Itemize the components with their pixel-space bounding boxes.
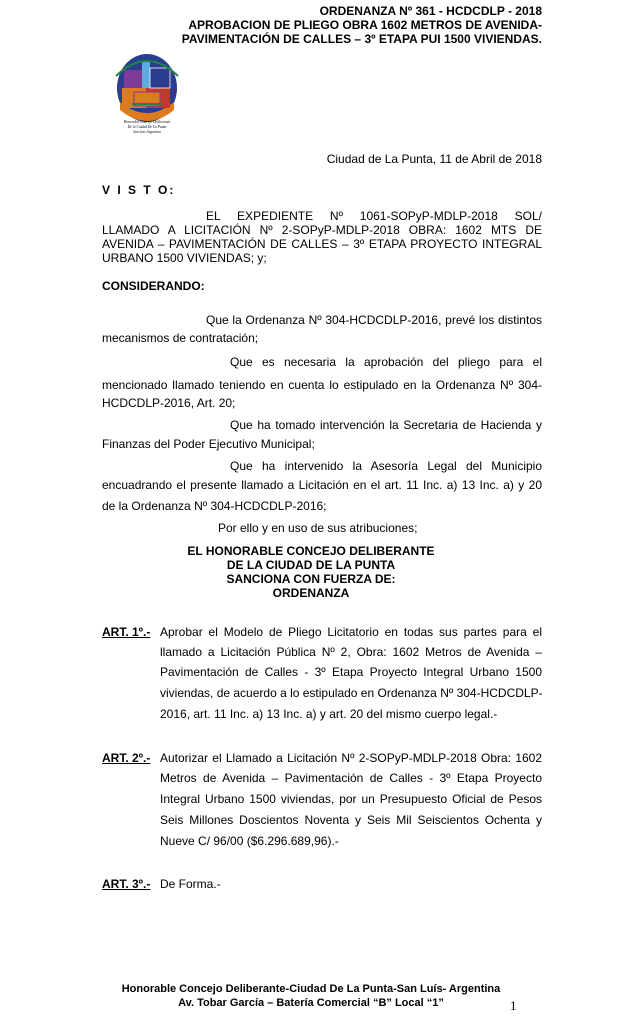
- resolution-line: SANCIONA CON FUERZA DE:: [226, 572, 396, 586]
- footer-line: Av. Tobar García – Batería Comercial “B” Local “1”: [178, 997, 444, 1009]
- article-1-line: 2016, art. 11 Inc. a) 13 Inc. a) y art. 20 del mismo cuerpo legal.-: [160, 707, 498, 721]
- ordinance-title-line-1: APROBACION DE PLIEGO OBRA 1602 METROS DE AVENIDA-: [188, 18, 542, 32]
- considerando-line: Que la Ordenanza Nº 304-HCDCDLP-2016, prevé los distintos: [206, 313, 542, 327]
- article-1-line: viviendas, de acuerdo a lo estipulado en Ordenanza Nº 304-HCDCDLP-: [160, 686, 543, 700]
- logo-caption: Honorable Concejo Deliberante De la Ciudad De La Punta San Luis Argentina: [123, 120, 171, 134]
- considerando-line: HCDCDLP-2016, Art. 20;: [102, 396, 236, 410]
- footer-line: Honorable Concejo Deliberante-Ciudad De La Punta-San Luís- Argentina: [121, 983, 501, 995]
- article-1-line: Aprobar el Modelo de Pliego Licitatorio en todas sus partes para el: [160, 625, 542, 639]
- article-1-line: llamado a Licitación Pública Nº 2, Obra: 1602 Metros de Avenida –: [160, 645, 542, 659]
- page-number: 1: [510, 998, 517, 1013]
- ordinance-title-line-2: PAVIMENTACIÓN DE CALLES – 3º ETAPA PUI 1500 VIVIENDAS.: [181, 32, 542, 46]
- visto-line: EL EXPEDIENTE Nº 1061-SOPyP-MDLP-2018 SOL/: [206, 209, 542, 223]
- considerando-line: Que ha intervenido la Asesoría Legal del Municipio: [230, 459, 542, 473]
- considerando-line: Que ha tomado intervención la Secretaria de Hacienda y: [230, 418, 542, 432]
- considerando-line: de la Ordenanza Nº 304-HCDCDLP-2016;: [102, 499, 327, 513]
- visto-line: AVENIDA – PAVIMENTACIÓN DE CALLES – 3º ETAPA PROYECTO INTEGRAL: [102, 237, 542, 251]
- resolution-line: DE LA CIUDAD DE LA PUNTA: [226, 558, 396, 572]
- considerando-heading: CONSIDERANDO:: [102, 279, 205, 293]
- considerando-line: mecanismos de contratación;: [102, 331, 259, 345]
- article-1-line: Pavimentación de Calles - 3º Etapa Proyecto Integral Urbano 1500: [160, 665, 542, 679]
- considerando-line: Finanzas del Poder Ejecutivo Municipal;: [102, 437, 315, 451]
- article-2-line: Integral Urbano 1500 viviendas, por un Presupuesto Oficial de Pesos: [160, 792, 542, 806]
- considerando-line: mencionado llamado teniendo en cuenta lo estipulado en la Ordenanza Nº 304-: [102, 378, 542, 392]
- article-2-label: ART. 2º.-: [102, 751, 151, 765]
- visto-heading: V I S T O:: [102, 183, 176, 197]
- document-header: [182, 4, 542, 46]
- article-2-line: Seis Millones Doscientos Noventa y Seis Mil Seiscientos Ochenta y: [160, 813, 542, 827]
- resolution-line: EL HONORABLE CONCEJO DELIBERANTE: [187, 544, 435, 558]
- resolution-line: ORDENANZA: [272, 586, 350, 600]
- article-1-label: ART. 1º.-: [102, 625, 151, 639]
- considerando-line: Por ello y en uso de sus atribuciones;: [218, 521, 418, 535]
- visto-line: URBANO 1500 VIVIENDAS; y;: [102, 251, 267, 265]
- document-footer: [0, 982, 622, 1010]
- resolution-block: [0, 544, 622, 600]
- document-date: Ciudad de La Punta, 11 de Abril de 2018: [326, 152, 542, 166]
- article-3-label: ART. 3º.-: [102, 877, 151, 891]
- article-2-line: Autorizar el Llamado a Licitación Nº 2-SOPyP-MDLP-2018 Obra: 1602: [160, 751, 542, 765]
- considerando-line: encuadrando el presente llamado a Licitación en el art. 11 Inc. a) 13 Inc. a) y 20: [102, 478, 542, 492]
- considerando-line: Que es necesaria la aprobación del pliego para el: [230, 355, 542, 369]
- ordinance-number: ORDENANZA Nº 361 - HCDCDLP - 2018: [319, 4, 542, 18]
- article-2-line: Nueve C/ 96/00 ($6.296.689,96).-: [160, 834, 339, 848]
- visto-line: LLAMADO A LICITACIÓN Nº 2-SOPyP-MDLP-2018 OBRA: 1602 MTS DE: [102, 223, 542, 237]
- article-3-line: De Forma.-: [160, 877, 221, 891]
- article-2-line: Metros de Avenida – Pavimentación de Calles - 3º Etapa Proyecto: [160, 771, 542, 785]
